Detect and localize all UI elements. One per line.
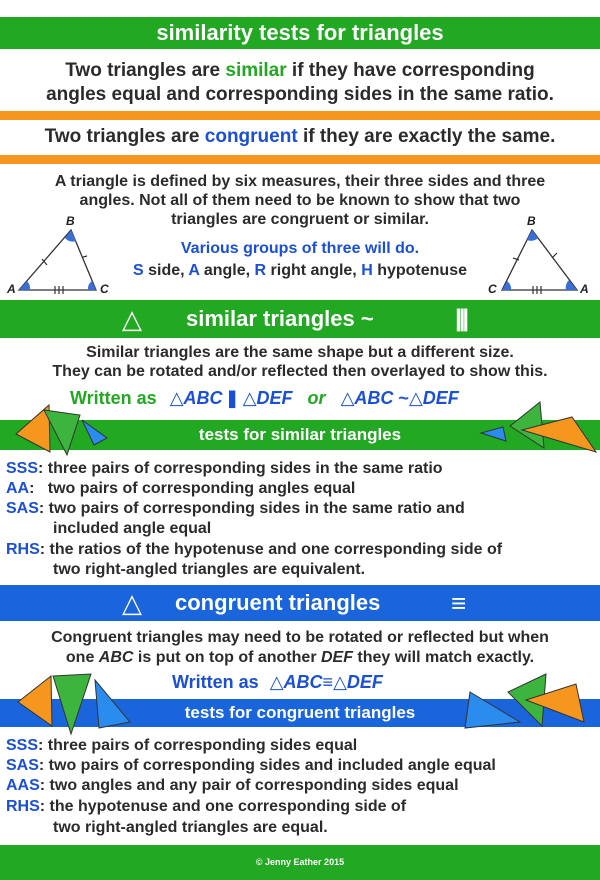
similar-test-sas-continued: included angle equal xyxy=(53,520,212,537)
footer-credit: © Jenny Eather 2015 xyxy=(255,857,345,867)
congruent-decor-triangles-right xyxy=(460,666,600,738)
similar-section-banner xyxy=(0,300,600,338)
congruent-def-text-b: if they are exactly the same. xyxy=(297,126,556,147)
congruent-test-text: : three pairs of corresponding sides equal xyxy=(38,737,358,754)
similar-notation-abc-2: ABC xyxy=(354,388,394,408)
similar-test-sss xyxy=(6,459,596,479)
similar-definition-line1 xyxy=(0,59,600,83)
congruent-tests-title: tests for congruent triangles xyxy=(184,703,416,722)
congruent-desc-abc: ABC xyxy=(98,649,134,666)
similar-notation-abc-1: ABC xyxy=(183,388,223,408)
congruent-desc-text-b: is put on top of another xyxy=(133,649,321,666)
similar-test-key: SSS xyxy=(6,460,39,477)
congruent-desc-line2 xyxy=(0,648,600,668)
similar-tests-title: tests for similar triangles xyxy=(198,425,402,444)
similar-test-text: : three pairs of corresponding sides in the same ratio xyxy=(38,460,443,477)
right-triangle-label-top: B xyxy=(527,214,536,228)
legend-text-r: right angle, xyxy=(266,262,362,279)
similar-test-sas xyxy=(6,499,596,519)
congruent-desc-text-c: they will match exactly. xyxy=(352,649,535,666)
congruent-test-sss xyxy=(6,736,596,756)
congruent-notation-symbol: ≡ xyxy=(322,672,334,692)
congruent-decor-triangles-left xyxy=(0,666,140,738)
congruent-test-key: SAS xyxy=(6,757,39,774)
congruent-def-text-a: Two triangles are xyxy=(44,126,205,147)
similar-section-title: similar triangles ~ xyxy=(186,306,374,331)
congruent-desc-def: DEF xyxy=(320,649,353,666)
left-triangle-label-right: C xyxy=(100,282,109,296)
congruent-section-banner xyxy=(0,585,600,621)
similar-notation-def-2: DEF xyxy=(422,388,459,408)
similar-notation xyxy=(70,386,459,410)
congruent-desc-line1: Congruent triangles may need to be rotated or reflected but when xyxy=(51,629,549,646)
divider-orange-2 xyxy=(0,155,600,164)
measures-line2: angles. Not all of them need to be known to show that two xyxy=(79,192,521,209)
similar-test-rhs xyxy=(6,540,596,560)
congruent-notation-def: DEF xyxy=(346,672,383,692)
similar-notation-tri-1: △ xyxy=(169,388,184,408)
congruent-test-key: RHS xyxy=(6,798,40,815)
legend-key-r: R xyxy=(254,262,267,279)
similar-test-aa xyxy=(6,479,596,499)
congruent-test-key: SSS xyxy=(6,737,39,754)
congruent-notation-label: Written as xyxy=(172,672,259,692)
congruent-definition xyxy=(0,124,600,150)
similar-notation-def-1: DEF xyxy=(256,388,293,408)
measures-line1: A triangle is defined by six measures, their three sides and three xyxy=(54,173,546,190)
congruent-test-key: AAS xyxy=(6,777,40,794)
similar-test-key: AA xyxy=(6,480,30,497)
similar-test-rhs-continued: two right-angled triangles are equivalent. xyxy=(53,561,366,578)
similar-description xyxy=(0,343,600,381)
congruent-notation-abc: ABC xyxy=(283,672,323,692)
similar-banner-triangle-symbol: △ xyxy=(122,304,142,334)
similar-notation-symbol: ||| xyxy=(227,388,234,408)
congruent-notation xyxy=(172,670,383,694)
congruent-test-text: : two pairs of corresponding sides and included angle equal xyxy=(38,757,496,774)
congruent-notation-tri-2: △ xyxy=(333,672,347,692)
groups-note: Various groups of three will do. xyxy=(180,240,420,257)
similar-notation-label: Written as xyxy=(70,388,157,408)
left-triangle-label-top: B xyxy=(66,214,75,228)
congruent-banner-symbol: ≡ xyxy=(451,588,467,618)
right-triangle-label-left: C xyxy=(488,282,497,296)
similar-test-key: RHS xyxy=(6,541,40,558)
similar-def-text-a: Two triangles are xyxy=(65,60,226,81)
congruent-section-title: congruent triangles xyxy=(175,590,381,615)
similar-notation-or: or xyxy=(307,388,326,408)
similar-keyword: similar xyxy=(225,60,287,81)
legend-key-h: H xyxy=(361,262,373,279)
similar-test-text: : two pairs of corresponding angles equal xyxy=(29,480,356,497)
right-triangle-label-right: A xyxy=(580,282,589,296)
similar-notation-tri-3: △ xyxy=(340,388,355,408)
legend-text-h: hypotenuse xyxy=(372,262,467,279)
similar-notation-tri-4: △ xyxy=(408,388,423,408)
page-title: similarity tests for triangles xyxy=(156,20,444,45)
similar-decor-triangles-left xyxy=(0,400,120,460)
legend-key-s: S xyxy=(132,262,144,279)
similar-notation-tri-2: △ xyxy=(242,388,257,408)
similar-desc-line1: Similar triangles are the same shape but a different size. xyxy=(86,344,514,361)
left-triangle-label-left: A xyxy=(7,282,16,296)
page-title-banner xyxy=(0,17,600,49)
measures-line3: triangles are congruent or similar. xyxy=(171,211,429,228)
congruent-banner-triangle-symbol: △ xyxy=(122,588,142,618)
similar-notation-tilde: ~ xyxy=(398,388,409,408)
labelled-triangle-right xyxy=(480,210,600,300)
congruent-keyword: congruent xyxy=(204,126,298,147)
congruent-test-sas xyxy=(6,756,596,776)
congruent-notation-tri-1: △ xyxy=(269,672,284,692)
congruent-test-aas xyxy=(6,776,596,796)
congruent-desc-text-a: one xyxy=(65,649,99,666)
footer-bar xyxy=(0,845,600,880)
similar-desc-line2: They can be rotated and/or reflected then overlayed to show this. xyxy=(52,363,548,380)
similar-test-text: : the ratios of the hypotenuse and one corresponding side of xyxy=(39,541,503,558)
legend-text-s: side, xyxy=(143,262,189,279)
congruent-test-text: : two angles and any pair of corresponding sides equal xyxy=(39,777,459,794)
congruent-test-rhs xyxy=(6,797,596,817)
labelled-triangle-left xyxy=(0,210,120,300)
similar-def-text-b: if they have corresponding xyxy=(286,60,535,81)
similar-banner-symbol: ||| xyxy=(455,305,467,332)
legend-key-a: A xyxy=(188,262,200,279)
congruent-description xyxy=(0,628,600,668)
congruent-test-rhs-continued: two right-angled triangles are equal. xyxy=(53,819,328,836)
divider-orange-1 xyxy=(0,111,600,120)
similar-definition-line2: angles equal and corresponding sides in the same ratio. xyxy=(46,84,554,105)
similar-definition xyxy=(0,59,600,107)
similar-test-key: SAS xyxy=(6,500,39,517)
congruent-test-text: : the hypotenuse and one corresponding side of xyxy=(39,798,407,815)
similar-decor-triangles-right xyxy=(478,396,600,456)
similar-test-text: : two pairs of corresponding sides in the same ratio and xyxy=(38,500,465,517)
legend-text-a: angle, xyxy=(199,262,255,279)
